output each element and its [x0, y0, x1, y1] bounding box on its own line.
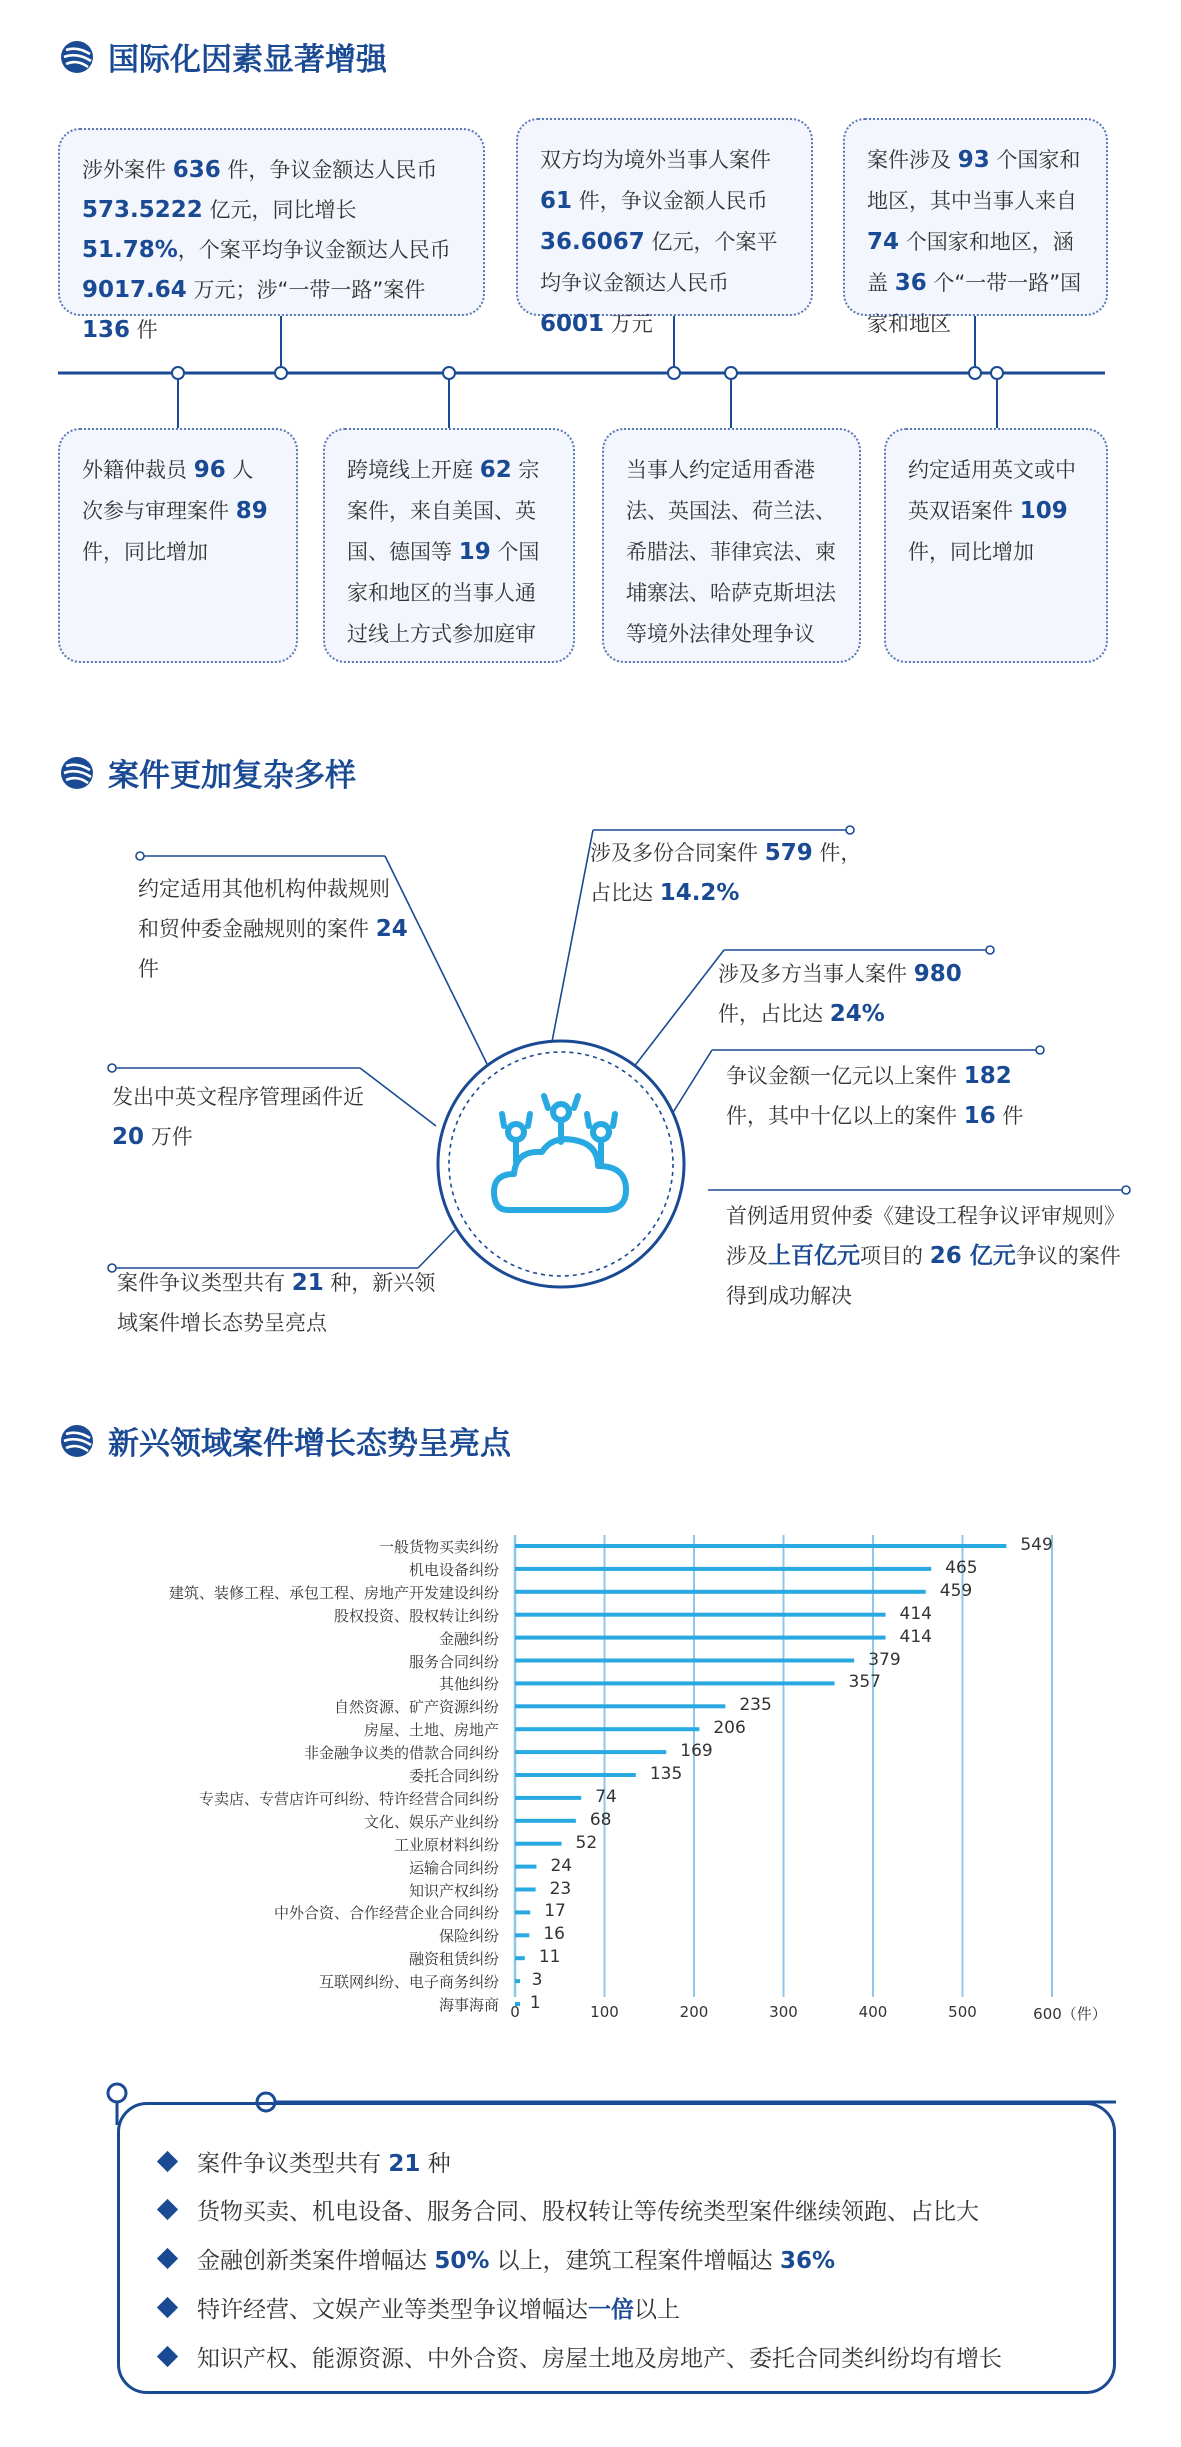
section-title-internationalization: 国际化因素显著增强: [60, 34, 387, 79]
bar: [515, 1544, 1006, 1548]
bar: [515, 1590, 926, 1594]
category-label: 机电设备纠纷: [408, 1560, 499, 1579]
bar: [515, 1956, 525, 1960]
highlight-value: 51.78%: [82, 237, 178, 263]
highlight-value: 6001: [540, 311, 605, 337]
stat-box-english-cases: [884, 428, 1108, 663]
value-label: 74: [595, 1786, 617, 1807]
text-segment: 跨境线上开庭: [347, 458, 480, 482]
category-label: 委托合同纠纷: [408, 1767, 499, 1785]
highlight-value: 109: [1019, 498, 1068, 524]
highlight-value: 21: [388, 2151, 421, 2177]
highlight-value: 14.2%: [659, 880, 740, 906]
text-segment: 双方均为境外当事人案件: [540, 148, 771, 172]
bar: [515, 1681, 835, 1685]
highlight-value: 573.5222: [82, 197, 203, 223]
x-tick-label: 300: [769, 2003, 798, 2021]
text-segment: 种: [420, 2151, 451, 2177]
section-title-complexity: 案件更加复杂多样: [60, 750, 356, 795]
section-title-emerging: 新兴领域案件增长态势呈亮点: [60, 1418, 511, 1463]
summary-item: [160, 2340, 1002, 2373]
diamond-bullet-icon: [157, 2151, 178, 2172]
value-label: 206: [713, 1718, 746, 1739]
stat-box-overseas-parties: [516, 118, 813, 337]
text-segment: 件，其中十亿以上的案件: [726, 1104, 964, 1128]
highlight-value: 62: [479, 457, 512, 483]
value-label: 23: [549, 1878, 572, 1899]
bar: [515, 1613, 886, 1617]
highlight-value: 16: [963, 1103, 996, 1129]
bar: [515, 1865, 536, 1869]
highlight-value: 26 亿元: [929, 1243, 1016, 1269]
value-label: 235: [739, 1695, 772, 1716]
text-segment: 外籍仲裁员: [82, 458, 194, 482]
people-cloud-icon: [486, 1092, 636, 1242]
text-segment: 案件涉及: [867, 148, 958, 172]
summary-item: [160, 2145, 451, 2178]
category-label: 海事海商: [438, 1996, 499, 2014]
text-segment: 发出中英文程序管理函件近: [112, 1085, 364, 1109]
category-label: 房屋、土地、房地产: [363, 1721, 499, 1740]
text-segment: 特许经营、文娱产业等类型争议增幅达: [197, 2297, 588, 2323]
text-segment: 争议的案件得到成功解决: [726, 1244, 1121, 1308]
category-label: 中外合资、合作经营企业合同纠纷: [273, 1904, 499, 1923]
text-segment: 件，占比达: [590, 841, 862, 905]
summary-item: [160, 2193, 979, 2226]
text-segment: 以上，建筑工程案件增幅达: [489, 2248, 780, 2274]
text-segment: 件，同比增加: [908, 540, 1034, 564]
text-segment: 当事人约定适用香港法、英国法、荷兰法、希腊法、菲律宾法、柬埔寨法、哈萨克斯坦法等境外法律处理争议: [626, 458, 836, 646]
text-segment: 个国家和地区，其中当事人来自: [867, 148, 1081, 213]
diamond-bullet-icon: [157, 2297, 178, 2318]
highlight-value: 上百亿元: [768, 1243, 860, 1269]
highlight-value: 74: [867, 229, 900, 255]
text-segment: 知识产权、能源资源、中外合资、房屋土地及房地产、委托合同类纠纷均有增长: [197, 2346, 1002, 2372]
text-segment: 种，新兴领域案件增长态势呈亮点: [117, 1271, 436, 1335]
category-label: 工业原材料纠纷: [393, 1835, 499, 1854]
highlight-value: 636: [172, 157, 221, 183]
text-segment: 争议金额一亿元以上案件: [726, 1064, 964, 1088]
bar: [515, 1636, 886, 1640]
category-label: 建筑、装修工程、承包工程、房地产开发建设纠纷: [168, 1583, 499, 1602]
text-segment: ，个案平均争议金额达人民币: [177, 238, 451, 262]
highlight-value: 89: [235, 498, 268, 524]
value-label: 24: [550, 1855, 573, 1876]
diamond-bullet-icon: [157, 2248, 178, 2269]
category-label: 文化、娱乐产业纠纷: [363, 1812, 499, 1831]
summary-item: [160, 2291, 680, 2324]
case-type-bar-chart: [0, 1500, 1181, 2040]
item-construction-rules: [726, 1196, 1126, 1316]
highlight-value: 36%: [780, 2248, 836, 2274]
text-segment: 件: [995, 1104, 1024, 1128]
text-segment: 货物买卖、机电设备、服务合同、股权转让等传统类型案件继续领跑、占比大: [197, 2199, 979, 2225]
x-tick-label: 0: [510, 2003, 520, 2021]
text-segment: 个国家和地区的当事人通过线上方式参加庭审: [347, 540, 540, 646]
category-label: 知识产权纠纷: [408, 1881, 499, 1900]
highlight-value: 136: [82, 317, 131, 343]
value-label: 135: [649, 1764, 683, 1784]
item-multi-contract: [590, 833, 870, 913]
category-label: 股权投资、股权转让纠纷: [333, 1606, 499, 1625]
value-label: 16: [543, 1924, 565, 1945]
highlight-value: 36.6067: [540, 229, 645, 255]
text-segment: 件，争议金额达人民币: [220, 158, 438, 182]
value-label: 465: [945, 1557, 978, 1578]
text-segment: 件，同比增加: [82, 540, 208, 564]
highlight-value: 9017.64: [82, 277, 187, 303]
x-tick-label: 100: [590, 2003, 619, 2021]
highlight-value: 61: [540, 188, 573, 214]
category-label: 自然资源、矿产资源纠纷: [333, 1698, 499, 1717]
highlight-value: 21: [291, 1270, 324, 1296]
x-tick-label: 500: [948, 2003, 977, 2021]
bar: [515, 1933, 529, 1937]
text-segment: 涉外案件: [82, 158, 173, 182]
text-segment: 约定适用英文或中英双语案件: [908, 458, 1076, 523]
category-label: 运输合同纠纷: [408, 1858, 499, 1877]
highlight-value: 24%: [829, 1001, 885, 1027]
text-segment: 涉及多方当事人案件: [718, 962, 914, 986]
text-segment: 件: [138, 957, 159, 981]
value-label: 357: [848, 1672, 881, 1693]
text-segment: 约定适用其他机构仲裁规则和贸仲委金融规则的案件: [138, 877, 390, 941]
item-bilingual-letters: [112, 1077, 392, 1157]
highlight-value: 一倍: [588, 2297, 634, 2323]
category-label: 融资租赁纠纷: [408, 1950, 499, 1969]
value-label: 17: [544, 1901, 566, 1922]
text-segment: 万元: [604, 312, 653, 336]
text-segment: 涉及多份合同案件: [590, 841, 765, 865]
text-segment: 金融创新类案件增幅达: [197, 2248, 435, 2274]
category-label: 非金融争议类的借款合同纠纷: [303, 1744, 499, 1763]
category-label: 一般货物买卖纠纷: [378, 1538, 499, 1556]
globe-icon: [60, 1424, 94, 1458]
value-label: 414: [899, 1603, 932, 1624]
text-segment: 案件争议类型共有: [197, 2151, 389, 2177]
bar: [515, 1910, 530, 1914]
text-segment: 项目的: [860, 1244, 930, 1268]
text-segment: 首例适用贸仲委《建设工程争议评审规则》涉及: [726, 1204, 1125, 1268]
category-label: 专卖店、专营店许可纠纷、特许经营合同纠纷: [198, 1789, 499, 1808]
text-segment: 万元；涉“一带一路”案件: [186, 278, 426, 302]
text-segment: 宗案件，来自美国、英国、德国等: [347, 458, 540, 564]
highlight-value: 182: [963, 1063, 1012, 1089]
text-segment: 件，争议金额人民币: [572, 189, 768, 213]
value-label: 549: [1020, 1535, 1053, 1555]
x-tick-label: 600（件）: [1033, 2005, 1107, 2023]
text-segment: 案件争议类型共有: [117, 1271, 292, 1295]
highlight-value: 579: [764, 840, 813, 866]
value-label: 52: [575, 1832, 598, 1853]
bar: [515, 1567, 931, 1571]
highlight-value: 20: [112, 1124, 145, 1150]
bar: [515, 1819, 576, 1823]
highlight-value: 980: [913, 961, 962, 987]
stat-box-countries: [843, 118, 1108, 336]
item-dispute-types: [117, 1263, 447, 1343]
item-other-rules: [138, 869, 408, 989]
text-segment: 亿元，个案平均争议金额达人民币: [540, 230, 778, 295]
value-label: 379: [868, 1649, 901, 1670]
text-segment: 件: [130, 318, 158, 342]
text-segment: 以上: [634, 2297, 680, 2323]
diamond-bullet-icon: [157, 2346, 178, 2367]
value-label: 414: [899, 1626, 932, 1647]
bar: [515, 1979, 520, 1983]
highlight-value: 96: [193, 457, 226, 483]
item-multi-party: [718, 954, 998, 1034]
stat-box-foreign-cases: [58, 128, 485, 343]
category-label: 其他纠纷: [438, 1675, 499, 1694]
globe-icon: [60, 756, 94, 790]
diamond-bullet-icon: [157, 2199, 178, 2220]
bar: [515, 1659, 854, 1663]
stat-box-foreign-arbitrators: [58, 428, 298, 663]
stat-box-online-hearings: [323, 428, 575, 663]
text-segment: 人次参与审理案件: [82, 458, 254, 523]
value-label: 3: [531, 1970, 543, 1991]
x-tick-label: 400: [858, 2003, 888, 2021]
highlight-value: 24: [375, 916, 408, 942]
bar: [515, 1750, 666, 1754]
highlight-value: 93: [957, 147, 990, 173]
bar: [515, 1704, 725, 1708]
bar: [515, 1842, 562, 1846]
value-label: 1: [529, 1993, 541, 2013]
value-label: 68: [589, 1809, 612, 1830]
highlight-value: 19: [458, 539, 491, 565]
highlight-value: 36: [894, 270, 927, 296]
bar: [515, 1796, 581, 1800]
bar: [515, 1773, 636, 1777]
summary-item: [160, 2242, 835, 2275]
text-segment: 个国家和地区，涵盖: [867, 230, 1074, 295]
bar: [515, 1888, 536, 1892]
stat-box-foreign-law: [602, 428, 861, 663]
category-label: 保险纠纷: [438, 1927, 499, 1946]
value-label: 459: [939, 1580, 973, 1601]
value-label: 169: [680, 1741, 713, 1762]
bar: [515, 1727, 699, 1731]
category-label: 金融纠纷: [438, 1629, 499, 1648]
category-label: 服务合同纠纷: [408, 1652, 499, 1671]
item-large-amount: [726, 1056, 1046, 1136]
text-segment: 万件: [144, 1125, 193, 1149]
value-label: 11: [538, 1947, 561, 1968]
text-segment: 亿元，同比增长: [202, 198, 357, 222]
text-segment: 个“一带一路”国家和地区: [867, 271, 1082, 336]
text-segment: 件，占比达: [718, 1002, 830, 1026]
highlight-value: 50%: [434, 2248, 490, 2274]
category-label: 互联网纠纷、电子商务纠纷: [318, 1973, 499, 1992]
x-tick-label: 200: [679, 2003, 709, 2021]
